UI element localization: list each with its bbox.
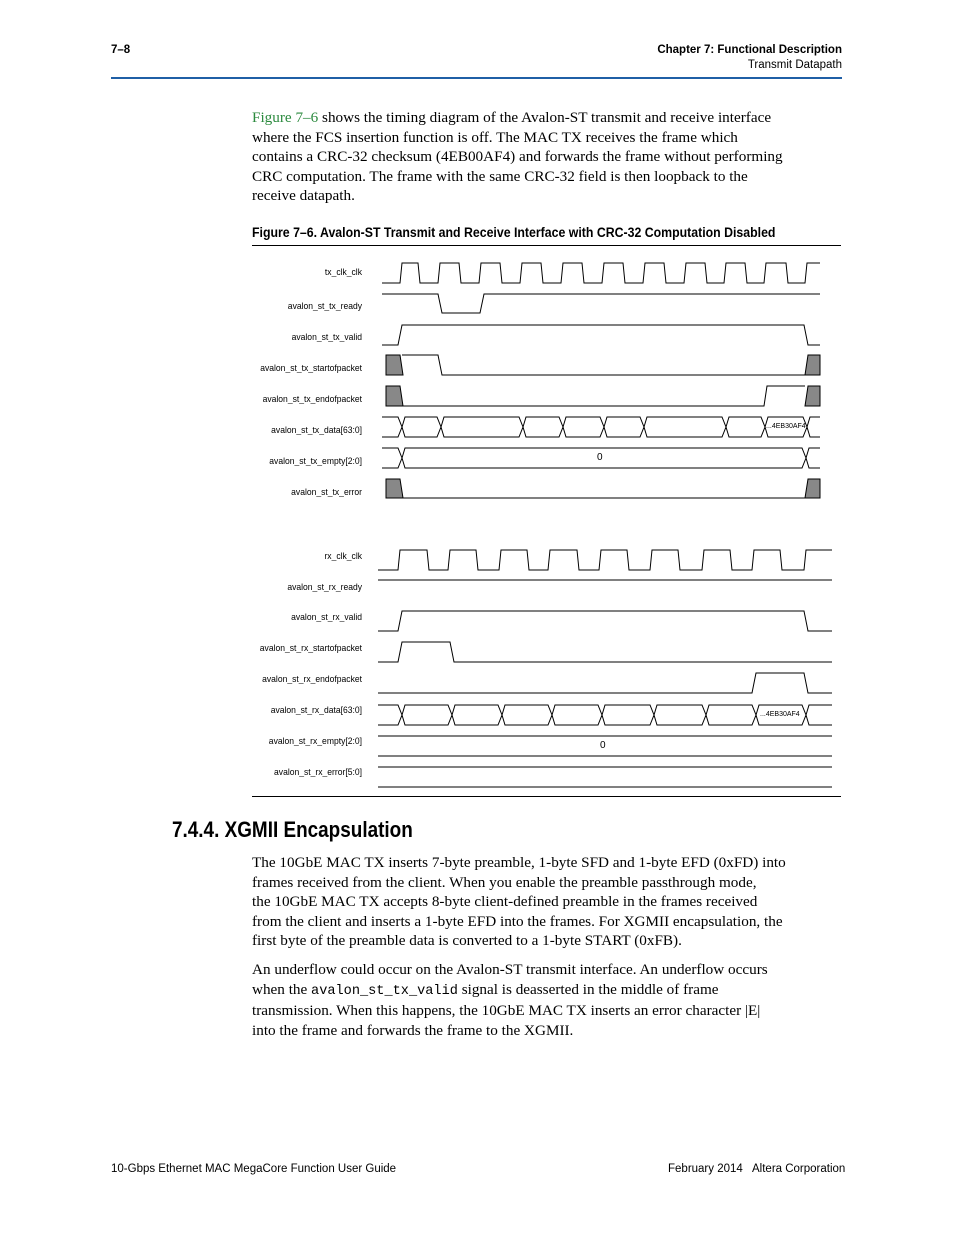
tx-sop-wave bbox=[402, 355, 805, 375]
rx-empty-value: 0 bbox=[600, 740, 606, 751]
rx-signal-label: avalon_st_rx_startofpacket bbox=[259, 643, 362, 653]
section-heading: 7.4.4. XGMII Encapsulation bbox=[172, 817, 413, 842]
tx-crc-value: ...4EB30AF4 bbox=[766, 423, 806, 430]
subsection-title: Transmit Datapath bbox=[747, 59, 842, 71]
rx-error-bus bbox=[378, 767, 832, 787]
page-number: 7–8 bbox=[111, 44, 131, 56]
footer-guide-title: 10-Gbps Ethernet MAC MegaCore Function User Guide bbox=[111, 1163, 397, 1175]
tx-empty-value: 0 bbox=[597, 452, 603, 463]
intro-paragraph: Figure 7–6 shows the timing diagram of the Avalon-ST transmit and receive interface where the FCS insertion function is off. The MAC TX receives the frame which contains a CRC-32 checksum (4EB00AF4) and forwards the frame without performing CRC computation. The frame with the same CRC-32 field is then loopback to the receive datapath. bbox=[252, 109, 783, 204]
rx-clock-wave bbox=[378, 550, 832, 570]
tx-data-bus bbox=[382, 417, 820, 437]
tx-signal-label: avalon_st_tx_error bbox=[291, 487, 362, 497]
rx-sop-wave bbox=[378, 642, 832, 662]
rx-signal-label: avalon_st_rx_error[5:0] bbox=[274, 767, 362, 777]
rx-eop-wave bbox=[378, 673, 832, 693]
section-paragraph-1: The 10GbE MAC TX inserts 7-byte preamble, 1-byte SFD and 1-byte EFD (0xFD) into frames received from the client. When you enable the preamble passthrough mode, the 10GbE MAC TX accepts 8-byte client-defined preamble in the frames received from the client and inserts a 1-byte EFD into the frames. For XGMII encapsulation, the first byte of the preamble data is converted to a 1-byte START (0xFB). bbox=[252, 854, 786, 949]
chapter-title: Chapter 7: Functional Description bbox=[657, 44, 842, 56]
rx-signal-label: rx_clk_clk bbox=[324, 551, 362, 561]
tx-eop-undefined-end bbox=[805, 386, 820, 406]
figure-link[interactable]: Figure 7–6 bbox=[252, 109, 319, 126]
tx-signal-label: tx_clk_clk bbox=[324, 267, 362, 277]
code-signal-name: avalon_st_tx_valid bbox=[311, 983, 458, 999]
tx-clock-wave bbox=[382, 263, 820, 283]
figure-caption: Figure 7–6. Avalon-ST Transmit and Receive Interface with CRC-32 Computation Disabled bbox=[252, 225, 776, 240]
tx-signal-label: avalon_st_tx_startofpacket bbox=[260, 363, 362, 373]
tx-sop-undefined-start bbox=[386, 355, 403, 375]
tx-signal-label: avalon_st_tx_valid bbox=[291, 332, 362, 342]
rx-signal-label: avalon_st_rx_ready bbox=[287, 582, 362, 592]
tx-signal-label: avalon_st_tx_data[63:0] bbox=[271, 425, 362, 435]
tx-error-undefined-end bbox=[805, 479, 820, 498]
rx-signal-label: avalon_st_rx_empty[2:0] bbox=[268, 736, 362, 746]
footer-date: February 2014 bbox=[668, 1163, 743, 1175]
rx-signal-label: avalon_st_rx_valid bbox=[291, 612, 362, 622]
tx-error-undefined-start bbox=[386, 479, 403, 498]
rx-signal-label: avalon_st_rx_data[63:0] bbox=[270, 705, 362, 715]
tx-signal-label: avalon_st_tx_endofpacket bbox=[262, 394, 362, 404]
figure-bottom-rule bbox=[252, 796, 841, 797]
tx-valid-wave bbox=[382, 325, 820, 345]
tx-sop-undefined-end bbox=[805, 355, 820, 375]
tx-signal-label: avalon_st_tx_ready bbox=[287, 301, 362, 311]
rx-signal-label: avalon_st_rx_endofpacket bbox=[262, 674, 362, 684]
rx-crc-value: ...4EB30AF4 bbox=[760, 711, 800, 718]
tx-ready-wave bbox=[382, 294, 820, 313]
tx-eop-undefined-start bbox=[386, 386, 403, 406]
section-paragraph-2: An underflow could occur on the Avalon-ST transmit interface. An underflow occurs when the avalon_st_tx_valid signal is deasserted in the middle of frame transmission. When this happens, the 10GbE MAC TX inserts an error character |E| into the frame and forwards the frame to the XGMII. bbox=[252, 961, 768, 1039]
footer-company: Altera Corporation bbox=[752, 1163, 846, 1175]
rx-valid-wave bbox=[378, 611, 832, 631]
tx-eop-wave bbox=[402, 386, 805, 406]
tx-signal-label: avalon_st_tx_empty[2:0] bbox=[269, 456, 362, 466]
